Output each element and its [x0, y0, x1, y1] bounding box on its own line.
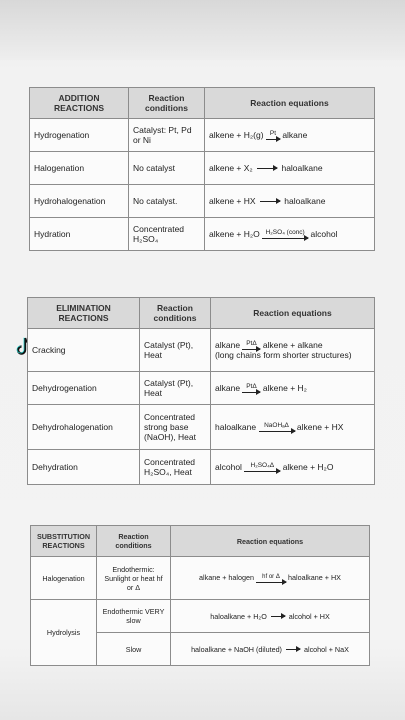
equation-reactants: alkane + halogen	[199, 572, 254, 582]
table-row	[30, 185, 375, 218]
reaction-name: Dehydrogenation	[28, 372, 140, 405]
arrow-label: NaOHₐΔ	[264, 422, 289, 430]
reaction-equation	[211, 329, 375, 372]
arrow-label: PtΔ	[246, 340, 257, 348]
reaction-conditions: Catalyst (Pt), Heat	[140, 372, 211, 405]
reaction-name: Hydration	[30, 218, 129, 251]
reaction-equation	[205, 152, 375, 185]
reaction-name: Cracking	[28, 329, 140, 372]
reaction-name: Dehydration	[28, 450, 140, 485]
equation-products: alkene + alkane	[262, 339, 323, 350]
table-header-row	[31, 526, 370, 557]
reaction-arrow	[271, 616, 285, 617]
reaction-equation	[211, 372, 375, 405]
table-row	[30, 218, 375, 251]
equation-products: haloalkane	[281, 163, 323, 173]
reaction-conditions: Slow	[97, 633, 171, 666]
reaction-conditions: Endothermic VERY slow	[97, 600, 171, 633]
equation-reactants: haloalkane + H₂O	[210, 611, 267, 621]
equation-reactants: alkane	[215, 382, 241, 393]
reaction-name: Hydrogenation	[30, 119, 129, 152]
reaction-arrow	[259, 422, 295, 432]
addition-reactions-table	[29, 87, 375, 251]
reaction-arrow	[256, 573, 286, 583]
equation-reactants: alcohol	[215, 461, 242, 472]
equation-reactants: haloalkane + NaOH (diluted)	[191, 644, 282, 654]
equation-products: alkene + HX	[296, 421, 344, 432]
arrow-label: hf or Δ	[262, 574, 280, 581]
elimination-reactions-table	[27, 297, 375, 485]
table-row	[31, 600, 370, 633]
reaction-conditions: Concentrated H₂SO₄	[129, 218, 205, 251]
header-reaction-type: SUBSTITUTION REACTIONS	[31, 526, 97, 557]
reaction-conditions: No catalyst	[129, 152, 205, 185]
equation-note: (long chains form shorter structures)	[215, 350, 352, 361]
equation-reactants: haloalkane	[215, 421, 257, 432]
reaction-conditions: Endothermic: Sunlight or heat hf or Δ	[97, 557, 171, 600]
top-fade	[0, 0, 405, 60]
header-equations: Reaction equations	[171, 526, 370, 557]
table-row	[30, 152, 375, 185]
reaction-arrow	[242, 383, 260, 393]
equation-products: haloalkane + HX	[288, 572, 341, 582]
header-equations: Reaction equations	[211, 298, 375, 329]
reaction-arrow	[262, 229, 308, 239]
equation-products: alkane	[282, 129, 308, 140]
arrow-label: PtΔ	[246, 383, 257, 391]
arrow-label: Pt	[269, 130, 277, 138]
table-row	[31, 557, 370, 600]
header-equations: Reaction equations	[205, 88, 375, 119]
reaction-equation	[205, 218, 375, 251]
arrow-label: H₂SO₄ (conc)	[265, 229, 305, 237]
reaction-arrow	[242, 340, 260, 350]
reaction-arrow	[260, 201, 280, 202]
arrow-label: H₂SO₄Δ	[250, 462, 275, 470]
header-conditions: Reaction conditions	[140, 298, 211, 329]
table-row	[30, 119, 375, 152]
reaction-conditions: Catalyst: Pt, Pd or Ni	[129, 119, 205, 152]
reaction-equation	[205, 185, 375, 218]
reaction-conditions: Catalyst (Pt), Heat	[140, 329, 211, 372]
equation-products: alcohol	[310, 228, 338, 239]
header-conditions: Reaction conditions	[129, 88, 205, 119]
equation-reactants: alkene + H₂(g)	[209, 129, 264, 140]
table-header-row	[30, 88, 375, 119]
equation-reactants: alkene + X₂	[209, 163, 253, 173]
table-row	[28, 405, 375, 450]
reaction-name: Hydrohalogenation	[30, 185, 129, 218]
equation-products: alcohol + NaX	[303, 644, 349, 654]
equation-reactants: alkene + H₂O	[209, 228, 260, 239]
reaction-conditions: No catalyst.	[129, 185, 205, 218]
equation-products: haloalkane	[284, 196, 326, 206]
equation-products: alcohol + HX	[288, 611, 330, 621]
reaction-equation	[171, 557, 370, 600]
table-row	[28, 372, 375, 405]
reaction-equation	[171, 633, 370, 666]
substitution-reactions-table	[30, 525, 370, 666]
header-conditions: Reaction conditions	[97, 526, 171, 557]
table-header-row	[28, 298, 375, 329]
reaction-arrow	[286, 649, 300, 650]
reaction-name: Halogenation	[31, 557, 97, 600]
reaction-arrow	[257, 168, 277, 169]
header-reaction-type: ELIMINATION REACTIONS	[28, 298, 140, 329]
reaction-name: Halogenation	[30, 152, 129, 185]
reaction-conditions: Concentrated H₂SO₄, Heat	[140, 450, 211, 485]
reaction-equation	[211, 450, 375, 485]
table-row	[28, 450, 375, 485]
reaction-equation	[211, 405, 375, 450]
equation-reactants: alkene + HX	[209, 196, 256, 206]
header-reaction-type: ADDITION REACTIONS	[30, 88, 129, 119]
reaction-conditions: Concentrated strong base (NaOH), Heat	[140, 405, 211, 450]
reaction-arrow	[244, 462, 280, 472]
reaction-arrow	[266, 130, 280, 140]
reaction-name: Hydrolysis	[31, 600, 97, 666]
equation-products: alkene + H₂O	[282, 461, 334, 472]
table-row	[28, 329, 375, 372]
equation-reactants: alkane	[215, 339, 241, 350]
reaction-name: Dehydrohalogenation	[28, 405, 140, 450]
reaction-equation	[205, 119, 375, 152]
reaction-equation	[171, 600, 370, 633]
equation-products: alkene + H₂	[262, 382, 307, 393]
